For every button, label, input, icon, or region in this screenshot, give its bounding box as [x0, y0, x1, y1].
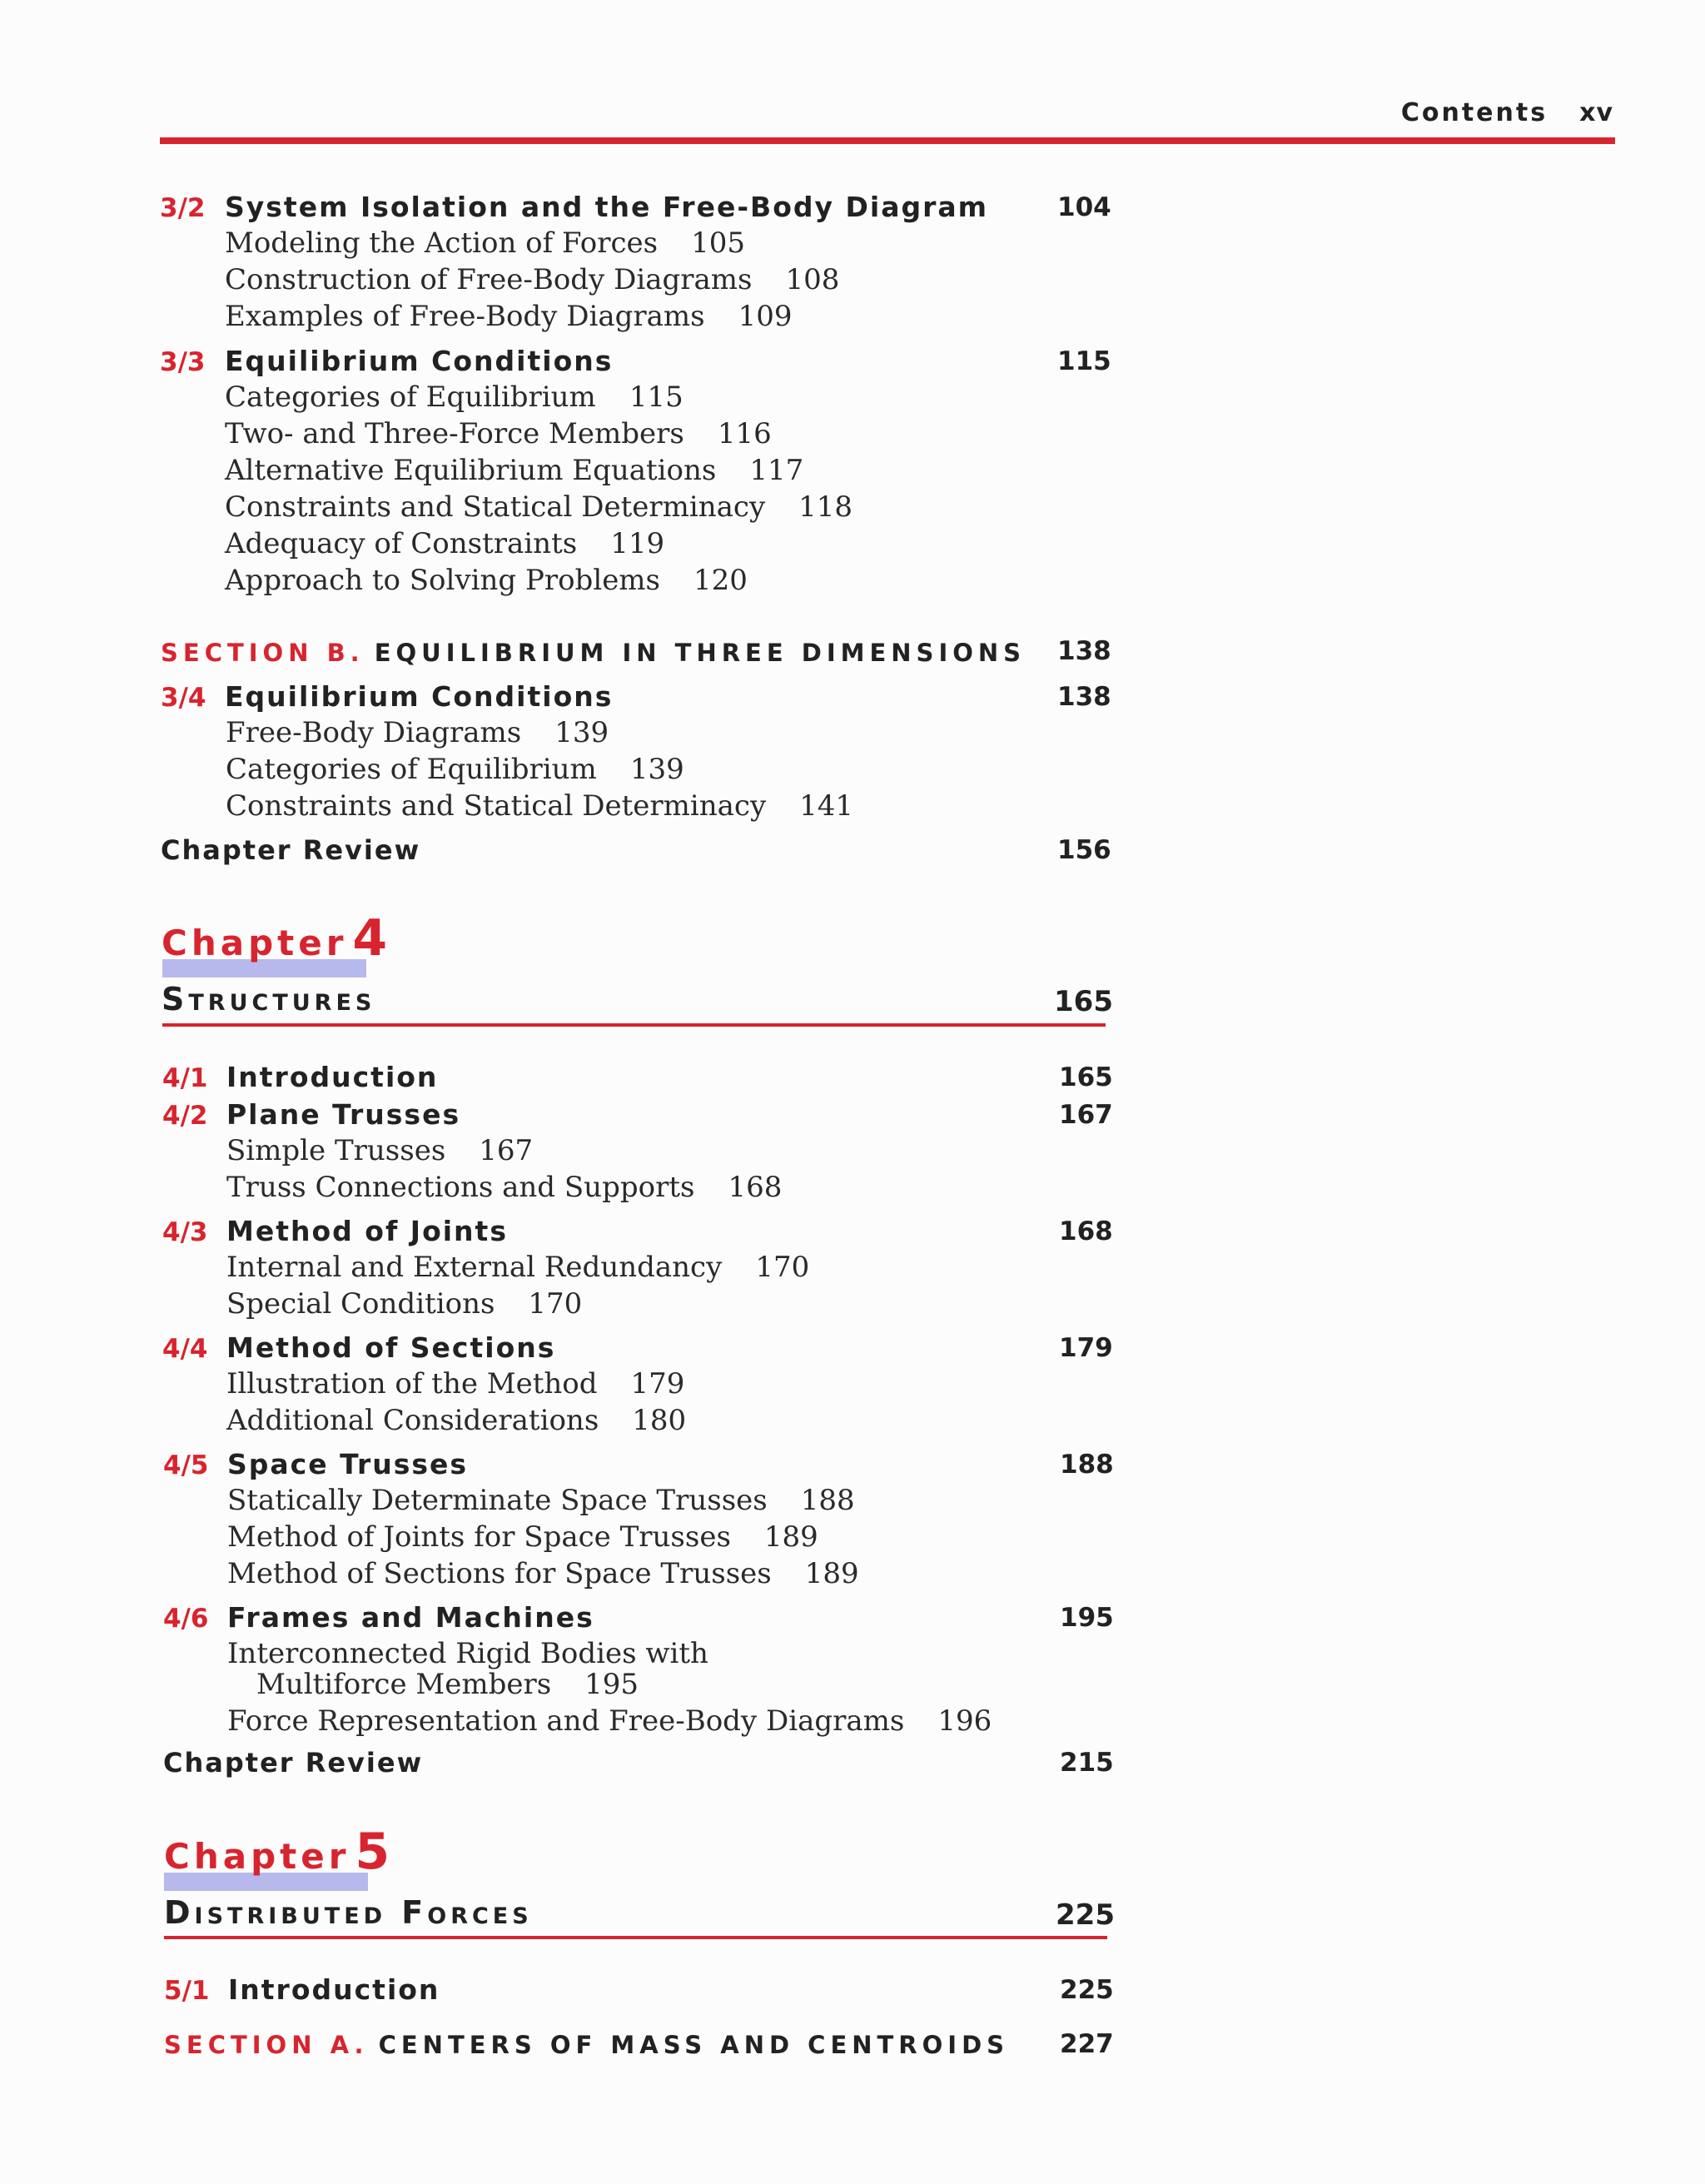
- chapter-word: Chapter: [162, 923, 348, 963]
- section-page: 156: [1057, 835, 1111, 865]
- section-title: Frames and Machines: [227, 1601, 594, 1634]
- subsection-page: 109: [738, 300, 793, 333]
- subsection-entry: [226, 753, 684, 786]
- section-number: 4/1: [162, 1063, 208, 1093]
- chapter-page: 225: [1056, 1898, 1115, 1932]
- subsection-entry: [225, 490, 852, 524]
- subsection-page: 115: [629, 381, 683, 414]
- subsection-entry: [226, 1134, 533, 1167]
- section-page: 167: [1059, 1100, 1113, 1130]
- subsection-title: Force Representation and Free-Body Diagrams: [227, 1704, 905, 1738]
- subsection-page: 117: [749, 454, 804, 487]
- subsection-page: 168: [728, 1171, 783, 1204]
- section-number: 4/6: [163, 1604, 209, 1634]
- chapter-word: Chapter: [164, 1836, 350, 1877]
- section-title: Introduction: [228, 1973, 440, 2006]
- subsection-page: 118: [798, 490, 853, 524]
- chapter-review-title: Chapter Review: [163, 1747, 424, 1779]
- subsection-title: Modeling the Action of Forces: [225, 226, 659, 260]
- subsection-page: 170: [528, 1287, 583, 1321]
- subsection-entry: [227, 1637, 708, 1670]
- section-title: Equilibrium Conditions: [225, 345, 614, 377]
- section-group-letter: SECTION B.: [161, 639, 365, 667]
- section-title: Space Trusses: [227, 1448, 469, 1480]
- subsection-title: Free-Body Diagrams: [226, 716, 522, 749]
- subsection-entry: [227, 1520, 818, 1554]
- subsection-entry: [227, 1484, 855, 1517]
- chapter-page: 165: [1054, 985, 1113, 1018]
- section-page: 115: [1057, 346, 1111, 376]
- subsection-page: 196: [937, 1704, 992, 1738]
- subsection-title: Internal and External Redundancy: [226, 1251, 723, 1284]
- subsection-page: 188: [800, 1484, 855, 1517]
- section-number: 4/4: [162, 1334, 208, 1364]
- chapter-number: 5: [355, 1823, 390, 1881]
- section-page: 179: [1059, 1333, 1113, 1363]
- subsection-page: 189: [763, 1520, 818, 1554]
- subsection-entry: [226, 1404, 686, 1437]
- chapter-rule: [162, 1023, 1106, 1027]
- section-number: 3/3: [160, 347, 206, 377]
- subsection-entry: [226, 1251, 809, 1284]
- subsection-page: 179: [630, 1367, 685, 1400]
- subsection-page: 141: [799, 789, 854, 823]
- section-page: 165: [1059, 1062, 1113, 1092]
- subsection-title: Additional Considerations: [226, 1404, 599, 1437]
- subsection-page: 167: [479, 1134, 534, 1167]
- header-contents-label: Contents: [1400, 98, 1548, 127]
- subsection-page: 139: [554, 716, 609, 749]
- subsection-page: 116: [717, 417, 772, 450]
- subsection-title: Special Conditions: [226, 1287, 495, 1321]
- subsection-entry: [225, 417, 772, 450]
- section-page: 195: [1060, 1603, 1114, 1633]
- subsection-entry: [225, 226, 745, 260]
- section-page: 168: [1059, 1216, 1113, 1246]
- subsection-entry: [225, 263, 839, 296]
- section-title: Equilibrium Conditions: [225, 680, 614, 713]
- section-number: 4/3: [162, 1217, 208, 1247]
- section-number: 3/4: [161, 683, 206, 713]
- section-page: 138: [1057, 636, 1111, 666]
- subsection-title: Interconnected Rigid Bodies with: [227, 1637, 708, 1670]
- chapter-label: [164, 1823, 390, 1881]
- chapter-title: Structures: [162, 981, 376, 1017]
- subsection-title: Method of Joints for Space Trusses: [227, 1520, 731, 1554]
- subsection-page: 180: [632, 1404, 687, 1437]
- section-number: 3/2: [160, 193, 206, 223]
- subsection-entry: [227, 1557, 859, 1590]
- subsection-entry: [225, 300, 792, 333]
- chapter-rule: [164, 1936, 1107, 1939]
- subsection-page: 105: [691, 226, 746, 260]
- section-group-label: [161, 639, 1026, 667]
- section-title: System Isolation and the Free-Body Diagram: [225, 191, 989, 223]
- subsection-title: Alternative Equilibrium Equations: [225, 454, 717, 487]
- subsection-entry: [226, 1171, 782, 1204]
- section-page: 227: [1060, 2029, 1114, 2059]
- section-title: Method of Joints: [226, 1215, 508, 1247]
- subsection-entry: [226, 1287, 582, 1321]
- section-title: Method of Sections: [226, 1331, 556, 1364]
- subsection-title: Method of Sections for Space Trusses: [227, 1557, 772, 1590]
- subsection-title: Statically Determinate Space Trusses: [227, 1484, 768, 1517]
- subsection-entry: [226, 716, 609, 749]
- subsection-entry: [225, 454, 803, 487]
- section-group-label: [164, 2031, 1009, 2059]
- section-number: 5/1: [164, 1976, 210, 2006]
- section-group-letter: SECTION A.: [164, 2031, 369, 2059]
- section-page: 188: [1060, 1450, 1114, 1480]
- subsection-entry: [226, 1367, 684, 1400]
- subsection-entry-continued: [256, 1668, 639, 1701]
- subsection-title: Simple Trusses: [226, 1134, 446, 1167]
- subsection-page: 120: [693, 564, 748, 597]
- subsection-title: Illustration of the Method: [226, 1367, 598, 1400]
- subsection-page: 195: [584, 1668, 639, 1701]
- subsection-page: 108: [785, 263, 840, 296]
- subsection-title: Two- and Three-Force Members: [225, 417, 684, 450]
- section-number: 4/5: [163, 1450, 209, 1480]
- subsection-page: 119: [610, 527, 665, 560]
- section-group-title: CENTERS OF MASS AND CENTROIDS: [378, 2031, 1010, 2059]
- header-page-number: xv: [1579, 98, 1613, 127]
- section-page: 104: [1057, 192, 1111, 222]
- subsection-page: 189: [804, 1557, 859, 1590]
- section-page: 138: [1057, 682, 1111, 712]
- subsection-title: Examples of Free-Body Diagrams: [225, 300, 705, 333]
- subsection-title: Adequacy of Constraints: [225, 527, 578, 560]
- subsection-entry: [226, 789, 853, 823]
- subsection-title: Approach to Solving Problems: [225, 564, 660, 597]
- subsection-entry: [227, 1704, 992, 1738]
- subsection-entry: [225, 381, 683, 414]
- chapter-review-title: Chapter Review: [161, 834, 421, 866]
- subsection-title: Construction of Free-Body Diagrams: [225, 263, 753, 296]
- chapter-title: Distributed Forces: [164, 1894, 533, 1931]
- chapter-number: 4: [352, 909, 388, 968]
- subsection-entry: [225, 527, 664, 560]
- section-page: 215: [1060, 1748, 1114, 1778]
- section-title: Plane Trusses: [226, 1098, 461, 1131]
- subsection-page: 170: [755, 1251, 810, 1284]
- section-number: 4/2: [162, 1101, 208, 1131]
- subsection-entry: [225, 564, 748, 597]
- subsection-page: 139: [629, 753, 684, 786]
- subsection-title: Categories of Equilibrium: [225, 381, 596, 414]
- chapter-label: [162, 909, 387, 968]
- section-title: Introduction: [226, 1061, 439, 1093]
- subsection-title: Constraints and Statical Determinacy: [225, 490, 766, 524]
- subsection-title: Constraints and Statical Determinacy: [226, 789, 767, 823]
- section-group-title: EQUILIBRIUM IN THREE DIMENSIONS: [374, 639, 1026, 667]
- subsection-title: Categories of Equilibrium: [226, 753, 597, 786]
- subsection-title: Truss Connections and Supports: [226, 1171, 695, 1204]
- section-page: 225: [1060, 1975, 1114, 2005]
- subsection-title-continued: Multiforce Members: [256, 1668, 552, 1701]
